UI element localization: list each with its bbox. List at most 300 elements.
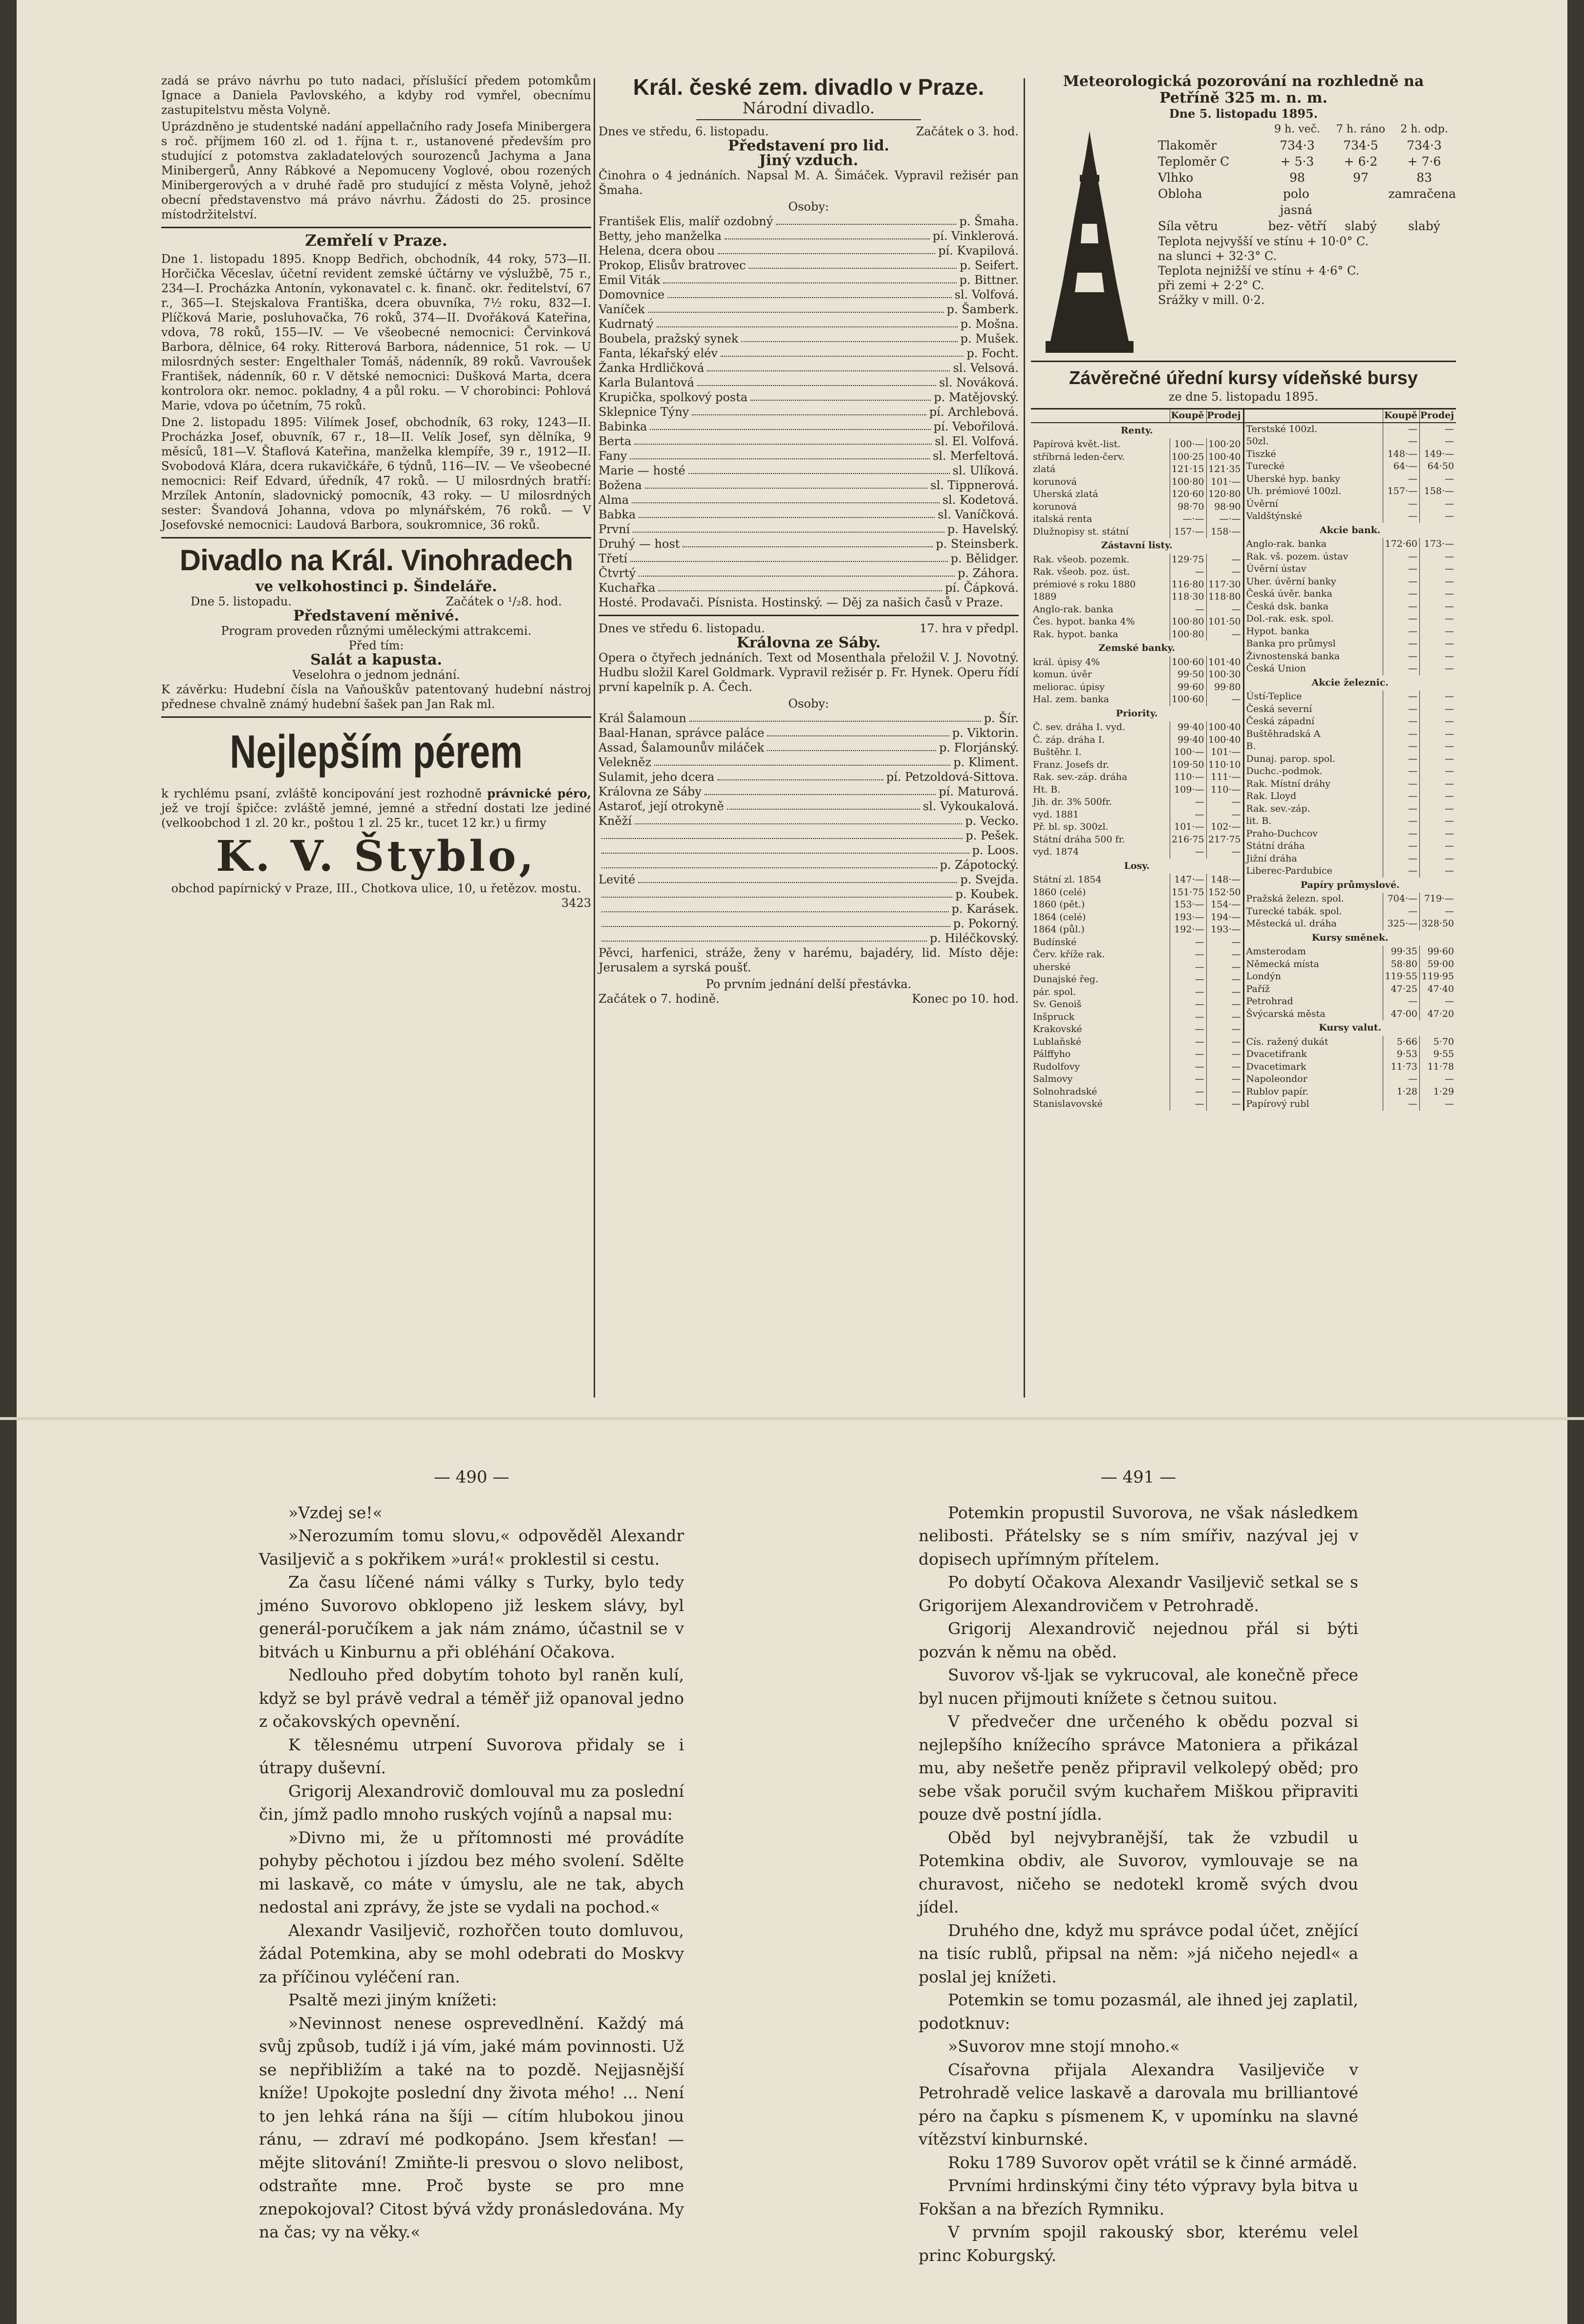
bourse-name: Sv. Genoiš <box>1033 999 1082 1010</box>
bourse-name: Čes. hypot. banka 4% <box>1033 616 1135 627</box>
cast-dots <box>601 887 952 898</box>
cast-role: Alma <box>599 493 629 507</box>
bourse-name: 1889 <box>1033 591 1057 602</box>
column-rule <box>594 78 595 1398</box>
bourse-buy: — <box>1170 936 1206 949</box>
scan-edge-left <box>0 0 17 2324</box>
bourse-name: Liberec-Pardubice <box>1246 865 1332 876</box>
cast-row <box>599 887 1019 902</box>
cast-row <box>599 551 1019 566</box>
cast-actor: p. Karásek. <box>951 902 1019 916</box>
bourse-sell: — <box>1206 1023 1243 1036</box>
bourse-row <box>1031 681 1243 694</box>
bourse-buy: — <box>1383 803 1419 816</box>
bourse-buy: — <box>1383 840 1419 853</box>
bourse-sell: — <box>1419 790 1456 803</box>
cast-role: Sulamit, jeho dcera <box>599 770 715 784</box>
bourse-buy: 101·— <box>1170 821 1206 834</box>
bourse-name: Dunajské řeg. <box>1033 974 1099 985</box>
cast-actor: p. Svejda. <box>960 873 1019 886</box>
bourse-buy: — <box>1170 973 1206 986</box>
cast-row <box>599 346 1019 361</box>
bourse-row <box>1244 1098 1456 1111</box>
bourse-name: Státní dráha 500 fr. <box>1033 834 1125 845</box>
bourse-sell: 158·— <box>1206 526 1243 538</box>
bourse-row <box>1031 961 1243 974</box>
vinohrady-end: K závěrku: Hudební čísla na Vaňouškův patentovaný hudební nástroj přednese chvalně známý hudební šašek pan Jan Rak ml. <box>161 683 591 711</box>
bourse-name: Petrohrad <box>1246 996 1293 1007</box>
book-paragraph: »Suvorov mne stojí mnoho.« <box>948 2037 1180 2056</box>
divider <box>161 227 591 228</box>
cast-role: Assad, Šalamounův miláček <box>599 741 764 754</box>
page-number-left: — 490 — <box>433 1467 510 1487</box>
cast-role: Baal-Hanan, správce paláce <box>599 726 765 740</box>
scan-edge-right <box>1567 0 1584 2324</box>
bourse-buy: — <box>1383 601 1419 613</box>
book-paragraph: Nedlouho před dobytím tohoto byl raněn kulí, když se byl právě vedral a téměř již opanoval jedno z očakovských opevnění. <box>259 1665 684 1731</box>
cast-actor: sl. Ulíková. <box>952 464 1019 477</box>
cast-actor: pí. Vinklerová. <box>932 229 1019 243</box>
bourse-sell: — <box>1419 778 1456 791</box>
book-paragraph: »Divno mi, že u přítomnosti mé provádíte pohyby pěchotou i jízdou bez mého svolení. Sdělte mi laskavě, co máte v úmyslu, ale ne tak, abych nedostal ani zprávy, že jste se vydali na pochod.« <box>259 1828 684 1916</box>
cast-row <box>599 537 1019 551</box>
cast-role: Prokop, Elisův bratrovec <box>599 258 746 272</box>
bourse-name: Rublov papír. <box>1246 1086 1309 1097</box>
bourse-name: Franz. Josefs dr. <box>1033 759 1109 770</box>
bourse-name: Papírový rubl <box>1246 1098 1309 1109</box>
cast-dots <box>639 566 955 577</box>
meteo-value: + 7·6 <box>1407 154 1441 169</box>
cast-actor: p. Bělidger. <box>950 552 1019 565</box>
bourse-section: Akcie bank. <box>1319 524 1381 536</box>
cast-row <box>599 507 1019 522</box>
book-paragraph: »Vzdej se!« <box>288 1503 383 1522</box>
deaths-title: Zemřelí v Praze. <box>305 231 448 250</box>
cast-role: Fany <box>599 449 627 463</box>
ad-text-1: k rychlému psaní, zvláště koncipování jest rozhodně <box>161 787 482 800</box>
bourse-name: Rak. sev.-záp. dráha <box>1033 772 1128 782</box>
bourse-row <box>1031 488 1243 501</box>
bourse-row <box>1244 865 1456 878</box>
cast-dots <box>601 916 950 927</box>
bourse-buy: — <box>1383 613 1419 625</box>
bourse-sell: — <box>1419 423 1456 436</box>
meteo-row <box>1158 137 1456 153</box>
bourse-name: Dlužnopisy st. státní <box>1033 526 1129 537</box>
bourse-header-name <box>1244 409 1383 422</box>
bourse-name: Rak. všeob. pozemk. <box>1033 554 1130 565</box>
bourse-section: Renty. <box>1120 425 1153 436</box>
bourse-table <box>1031 408 1456 1111</box>
bourse-sell: 110·10 <box>1206 759 1243 772</box>
bourse-buy: — <box>1170 1023 1206 1036</box>
bourse-name: 50zl. <box>1246 436 1269 447</box>
bourse-sell: 98·90 <box>1206 501 1243 514</box>
book-paragraph: V prvním spojil rakouský sbor, kterému velel princ Koburgský. <box>919 2222 1358 2265</box>
bourse-row <box>1031 998 1243 1011</box>
meteo-label: Vlhko <box>1158 171 1194 185</box>
bourse-name: Buštěhr. I. <box>1033 747 1082 757</box>
day-2: Dnes ve středu 6. listopadu. <box>599 622 765 635</box>
bourse-buy: 100·25 <box>1170 451 1206 464</box>
bourse-name: Městecká ul. dráha <box>1246 918 1337 929</box>
bourse-name: Terstské 100zl. <box>1246 423 1318 434</box>
bourse-row <box>1031 1036 1243 1049</box>
bourse-name: Česká západní <box>1246 716 1315 727</box>
bourse-row <box>1244 1008 1456 1021</box>
bourse-name: Uherská zlatá <box>1033 489 1098 499</box>
bourse-sell: 99·60 <box>1419 946 1456 958</box>
cast-row <box>599 522 1019 537</box>
bourse-sell: — <box>1419 650 1456 663</box>
cast-role: Kuchařka <box>599 581 656 595</box>
book-paragraph: Druhého dne, když mu správce podal účet, znějící na tisíc rublů, připsal na něm: »já ničeho nejedl« a poslal jej knížeti. <box>919 1920 1358 1986</box>
bourse-row <box>1031 771 1243 784</box>
cast-row <box>599 711 1019 726</box>
cast-row <box>599 902 1019 916</box>
bourse-name: zlatá <box>1033 464 1056 474</box>
cast-role: Boubela, pražský synek <box>599 332 739 345</box>
cast-actor: p. Šmaha. <box>959 215 1019 228</box>
bourse-name: Budínské <box>1033 936 1077 947</box>
bourse-row <box>1031 579 1243 591</box>
bourse-buy: 157·— <box>1170 526 1206 538</box>
cast-actor: p. Mošna. <box>960 317 1019 331</box>
bourse-buy: 5·66 <box>1383 1036 1419 1049</box>
bourse-name: Červ. kříže rak. <box>1033 949 1105 960</box>
cast-role: Fanta, lékařský elév <box>599 346 718 360</box>
bourse-row <box>1031 451 1243 464</box>
cast-actor: pí. Vebořilová. <box>933 420 1019 433</box>
bourse-name: Valdštýnské <box>1246 511 1302 521</box>
left-column <box>161 73 591 910</box>
bourse-name: Paříž <box>1246 983 1270 994</box>
deaths-day-1: Dne 1. listopadu 1895. Knopp Bedřich, obchodník, 44 roky, 573—II. Horčička Věceslav, účetní revident zemské účtárny ve výslužbě, 75 r., 234—I. Procházka Antonín, vykonavatel c. k. finanč. okr. ředitelství, 67 r., 365—I. Stejskalova Františka, dcera obuvníka, 7½ roku, 832—I. Plíčková Marie, posluhovačka, 76 roků, 374—II. Dvořáková Kateřina, vdova, 78 roků, 155—IV. — Ve všeobecné nemocnici: Červinková Barbora, dělnice, 64 roky. Ritterová Barbora, nádennice, 51 rok. — U milosrdných sester: Engelthaler Tomáš, nádenník, 89 roků. Vavroušek František, nádenník, 60 r. V dětské nemocnici: Dušková Marta, dcera kontrolora okr. nemoc. pokladny, 4 a půl roku. — V chorobinci: Pohlová Marie, vdova po účetním, 75 roků. <box>161 252 591 412</box>
meteo-hour-3: 2 h. odp. <box>1400 123 1448 135</box>
cast-actor: pí. Archlebová. <box>929 405 1019 419</box>
bourse-sell: 217·75 <box>1206 834 1243 846</box>
persons-heading: Osoby: <box>788 200 829 214</box>
bourse-sell: 100·40 <box>1206 734 1243 747</box>
bourse-buy: — <box>1170 603 1206 616</box>
cast-row <box>599 843 1019 858</box>
bourse-row <box>1244 601 1456 613</box>
bourse-buy: — <box>1383 551 1419 563</box>
book-paragraph: Oběd byl nejvybranější, tak že vzbudil u Potemkina obdiv, ale Suvorov, vymlouvaje se na churavost, ničeho se nedotekl kromě svých dvou jídel. <box>919 1828 1358 1916</box>
bourse-buy: — <box>1170 566 1206 579</box>
bourse-sell: — <box>1206 796 1243 809</box>
bourse-sell: — <box>1206 603 1243 616</box>
meteo-label: Obloha <box>1158 187 1202 201</box>
bourse-name: Krakovské <box>1033 1024 1082 1034</box>
book-paragraph: Prvními hrdinskými činy této výpravy byla bitva u Fokšan a na březích Rymniku. <box>919 2176 1358 2218</box>
bourse-row <box>1244 690 1456 703</box>
book-paragraph: Císařovna přijala Alexandra Vasiljeviče v Petrohradě velice laskavě a darovala mu brilliantové péro na čapku s písmenem K, v upomínku na slavné vítězství kinburnské. <box>919 2060 1358 2149</box>
bourse-row <box>1031 693 1243 706</box>
bourse-sell: — <box>1419 803 1456 816</box>
cast-dots <box>601 902 949 912</box>
bourse-row <box>1244 1061 1456 1074</box>
cast-dots <box>601 931 927 942</box>
cast-actor: sl. Tippnerová. <box>930 478 1019 492</box>
bourse-row <box>1031 759 1243 772</box>
cast-actor: p. Seifert. <box>960 258 1019 272</box>
right-column <box>1031 73 1456 1111</box>
cast-role: Druhý — host <box>599 537 680 551</box>
bourse-name: Česká severní <box>1246 703 1312 714</box>
deaths-day-2: Dne 2. listopadu 1895: Vilímek Josef, obchodník, 63 roky, 1243—II. Procházka Josef, obuvník, 67 r., 18—II. Velík Josef, syn dělníka, 9 měsíců, 181—V. Štaflová Kateřina, manželka klempíře, 39 r., 1912—II. Svobodová Klára, dcera rukavičkáře, 6 týdnů, 116—IV. — Ve všeobecné nemocnici: Reif Edvard, úředník, 47 roků. — U milosrdných bratří: Mrzílek Antonín, sladovnický pomocník, 43 roky. — U milosrdných sester: Švandová Johanna, vdova po mlynářském, 76 roků. — V Josefovské nemocnici: Laudová Barbora, soukromnice, 36 roků. <box>161 415 591 532</box>
bourse-name: Švýcarská města <box>1246 1008 1326 1019</box>
cast-row <box>599 814 1019 828</box>
bourse-header-name <box>1031 409 1170 422</box>
cast-dots <box>601 843 969 854</box>
cast-row <box>599 799 1019 814</box>
cast-dots <box>725 229 930 239</box>
bourse-sell: — <box>1419 715 1456 728</box>
cast-row <box>599 784 1019 799</box>
cast-dots <box>645 478 928 489</box>
bourse-sell: — <box>1206 809 1243 821</box>
column-rule <box>1024 78 1025 1398</box>
bourse-sell: — <box>1419 576 1456 588</box>
bourse-buy: 9·53 <box>1383 1048 1419 1061</box>
cast-actor: pí. Čápková. <box>945 581 1019 595</box>
cast-role: Emil Viták <box>599 273 661 287</box>
bourse-name: Česká dsk. banka <box>1246 601 1328 612</box>
bourse-row <box>1031 591 1243 603</box>
cast-row <box>599 434 1019 449</box>
cast-row <box>599 243 1019 258</box>
bourse-row <box>1031 501 1243 514</box>
bourse-header <box>1031 409 1243 423</box>
bourse-row <box>1031 476 1243 489</box>
meteo-row <box>1158 170 1456 186</box>
bourse-name: Česká Union <box>1246 663 1306 674</box>
cast-actor: p. Šír. <box>984 711 1019 725</box>
bourse-name: Živnostenská banka <box>1246 650 1340 662</box>
bourse-buy: — <box>1383 815 1419 828</box>
cast-row <box>599 214 1019 229</box>
bourse-sell: 194·— <box>1206 911 1243 924</box>
cast-actor: p. Vecko. <box>965 814 1019 828</box>
cast-role: Kudrnatý <box>599 317 654 331</box>
bourse-name: Pálffyho <box>1033 1049 1071 1059</box>
bourse-buy: 98·70 <box>1170 501 1206 514</box>
bourse-name: Stanislavovské <box>1033 1098 1103 1109</box>
cast-row <box>599 858 1019 872</box>
bourse-buy: — <box>1383 625 1419 638</box>
cast-actor: p. Kliment. <box>953 755 1019 769</box>
bourse-sell: 158·— <box>1419 485 1456 498</box>
cast-row <box>599 317 1019 331</box>
bourse-sell: 102·— <box>1206 821 1243 834</box>
bourse-row <box>1244 905 1456 918</box>
vinohrady-subtitle: ve velkohostinci p. Šindeláře. <box>255 578 497 595</box>
meteo-row <box>1158 218 1456 234</box>
bourse-sell: — <box>1206 986 1243 999</box>
bourse-buy: 119·55 <box>1383 970 1419 983</box>
cast-dots <box>635 814 962 824</box>
bourse-section: Akcie železnic. <box>1311 677 1389 688</box>
book-paragraph: Grigorij Alexandrovič domlouval mu za poslední čin, jímž padlo mnoho ruských vojínů a napsal mu: <box>259 1781 684 1824</box>
bourse-buy: 147·— <box>1170 874 1206 886</box>
cast-row <box>599 566 1019 581</box>
meteo-value: + 6·2 <box>1344 154 1378 169</box>
bourse-header-sell: Prodej <box>1419 409 1456 422</box>
bourse-buy: 172·60 <box>1383 538 1419 551</box>
bourse-buy: — <box>1383 865 1419 878</box>
book-paragraph: Psaltě mezi jiným knížeti: <box>288 1990 497 2009</box>
cast-row <box>599 375 1019 390</box>
vinohrady-play: Salát a kapusta. <box>310 651 442 668</box>
bourse-row <box>1244 828 1456 840</box>
bourse-name: Uherské hyp. banky <box>1246 473 1340 484</box>
bourse-buy: — <box>1383 778 1419 791</box>
bourse-name: Státní dráha <box>1246 840 1305 851</box>
cast-role: Berta <box>599 434 632 448</box>
bourse-name: prémiové s roku 1880 <box>1033 579 1136 590</box>
meteo-value: 98 <box>1289 171 1305 185</box>
bourse-sell: — <box>1419 1073 1456 1086</box>
bourse-sell: — <box>1419 840 1456 853</box>
start-1: Začátek o 3. hod. <box>916 125 1019 138</box>
ad-address: obchod papírnický v Praze, III., Chotkova ulice, 10, u řetězov. mostu. <box>171 882 581 895</box>
bourse-row <box>1031 1048 1243 1061</box>
cast-row <box>599 419 1019 434</box>
bourse-buy: 325·— <box>1383 918 1419 930</box>
bourse-name: Rak. všeob. poz. úst. <box>1033 566 1130 577</box>
cast-role: Královna ze Sáby <box>599 785 702 798</box>
bourse-buy: 100·— <box>1170 438 1206 451</box>
meteo-extreme: při zemi + 2·2° C. <box>1158 279 1264 292</box>
bourse-name: vyd. 1881 <box>1033 809 1079 820</box>
bourse-sell: — <box>1419 728 1456 741</box>
cast-dots <box>776 214 956 225</box>
bourse-buy: — <box>1170 986 1206 999</box>
cast-actor: p. Pešek. <box>965 829 1019 842</box>
meteo-label: Teploměr C <box>1158 154 1230 169</box>
bourse-sell: 1·29 <box>1419 1086 1456 1098</box>
bourse-name: lit. B. <box>1246 816 1272 826</box>
play-1-title: Jiný vzduch. <box>759 152 858 169</box>
bourse-row <box>1031 809 1243 821</box>
bourse-section: Kursy valut. <box>1319 1022 1382 1033</box>
bourse-name: Dol.-rak. esk. spol. <box>1246 613 1334 624</box>
bourse-row <box>1031 513 1243 526</box>
bourse-row <box>1031 936 1243 949</box>
bourse-name: 1864 (půl.) <box>1033 924 1085 935</box>
book-paragraph: »Nerozumím tomu slovu,« odpověděl Alexandr Vasiljevič a s pokřikem »urá!« proklestil si cestu. <box>259 1526 684 1569</box>
bourse-row <box>1244 613 1456 625</box>
bourse-section: Priority. <box>1115 708 1158 719</box>
meteo-value: polo jasná <box>1280 187 1313 217</box>
bourse-buy: — <box>1383 715 1419 728</box>
right-page-text <box>919 1501 1358 2267</box>
bourse-buy: 109·50 <box>1170 759 1206 772</box>
bourse-buy: — <box>1170 948 1206 961</box>
bourse-sell: 9·55 <box>1419 1048 1456 1061</box>
bourse-name: Buštěhradská A <box>1246 728 1321 739</box>
cast-role: Domovnice <box>599 288 665 301</box>
bourse-buy: — <box>1383 1098 1419 1111</box>
bourse-sell: — <box>1419 601 1456 613</box>
cast-row <box>599 726 1019 740</box>
bourse-name: Anglo-rak. banka <box>1033 603 1113 615</box>
meteo-value: 734·3 <box>1280 138 1315 152</box>
bourse-buy: — <box>1383 728 1419 741</box>
cast-actor: sl. El. Volfová. <box>935 434 1019 448</box>
bourse-sell: 119·95 <box>1419 970 1456 983</box>
cast-dots <box>648 302 944 313</box>
cast-actor: p. Mušek. <box>960 332 1019 345</box>
bourse-buy: — <box>1383 576 1419 588</box>
bourse-row <box>1031 874 1243 886</box>
cast-role: František Elis, malíř ozdobný <box>599 215 773 228</box>
vinohrady-change: Představení měnivé. <box>293 607 459 624</box>
cast-dots <box>601 858 937 868</box>
bourse-row <box>1244 893 1456 905</box>
bourse-row <box>1031 973 1243 986</box>
cast-dots <box>650 419 930 430</box>
bourse-sell: — <box>1419 551 1456 563</box>
bourse-buy: — <box>1383 638 1419 650</box>
cast-actor: p. Hiléčkovský. <box>930 931 1019 945</box>
bourse-name: Papírová květ.-list. <box>1033 439 1121 450</box>
page-number-right: — 491 — <box>1100 1467 1177 1487</box>
cast-role: Babka <box>599 508 636 521</box>
bourse-row <box>1031 734 1243 747</box>
divider <box>599 615 1019 616</box>
bourse-row <box>1031 1023 1243 1036</box>
bourse-buy: 100·60 <box>1170 656 1206 669</box>
bourse-row <box>1244 918 1456 930</box>
bourse-name: B. <box>1246 741 1256 752</box>
bourse-row <box>1244 510 1456 523</box>
bourse-sell: — <box>1419 865 1456 878</box>
ad-firm: K. V. Štyblo, <box>215 832 537 881</box>
bourse-buy: — <box>1170 1086 1206 1098</box>
persons-heading-2: Osoby: <box>788 697 829 710</box>
bourse-row <box>1244 473 1456 486</box>
bourse-sell: — <box>1419 435 1456 448</box>
cast-dots <box>667 287 951 298</box>
bourse-sell: 148·— <box>1206 874 1243 886</box>
bourse-sell: — <box>1206 693 1243 706</box>
cast-actor: p. Havelský. <box>947 522 1019 536</box>
meteo-date: Dne 5. listopadu 1895. <box>1169 107 1318 121</box>
bourse-row <box>1244 840 1456 853</box>
bourse-row <box>1031 911 1243 924</box>
meteo-value: bez- větří <box>1268 219 1327 233</box>
cast-dots <box>632 493 940 503</box>
bourse-name: komun. úvěr <box>1033 669 1092 680</box>
bourse-row <box>1244 946 1456 958</box>
bourse-name: meliorac. úpisy <box>1033 681 1105 692</box>
bourse-buy: — <box>1383 703 1419 716</box>
cast-actor: p. Loos. <box>972 843 1019 857</box>
cast-row <box>599 740 1019 755</box>
cast-row <box>599 931 1019 946</box>
bourse-name: Rak. hypot. banka <box>1033 628 1118 640</box>
bourse-row <box>1244 703 1456 716</box>
bourse-date: ze dne 5. listopadu 1895. <box>1168 390 1319 404</box>
cast-role: Čtvrtý <box>599 566 636 580</box>
meteo-hours <box>1158 121 1456 137</box>
bourse-row <box>1031 834 1243 846</box>
vinohrady-theatre-title: Divadlo na Král. Vinohradech <box>179 544 573 577</box>
bourse-row <box>1031 1073 1243 1086</box>
meteo-label: Tlakoměr <box>1158 138 1217 152</box>
